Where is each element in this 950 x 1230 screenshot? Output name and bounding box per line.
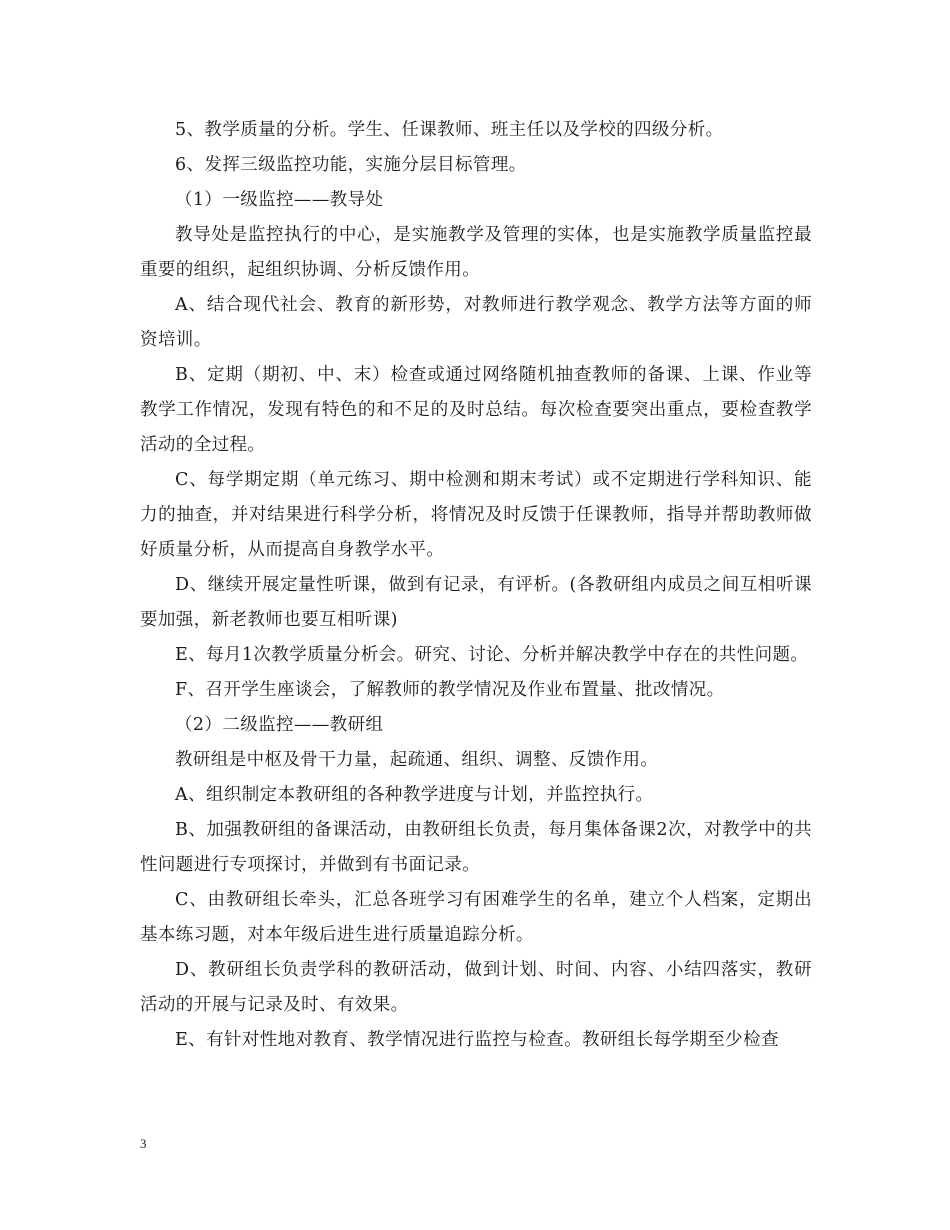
list-item-d-lesson-observation: D、继续开展定量性听课，做到有记录，有评析。(各教研组内成员之间互相听课要加强，新老教师也要互相听课) bbox=[140, 575, 812, 630]
paragraph-research-group-role: 教研组是中枢及骨干力量，起疏通、组织、调整、反馈作用。 bbox=[175, 750, 659, 770]
list-item-c-student-tracking: C、由教研组长牵头，汇总各班学习有困难学生的名单，建立个人档案，定期出基本练习题，对本年级后进生进行质量追踪分析。 bbox=[140, 890, 812, 945]
paragraph-three-level-monitoring: 6、发挥三级监控功能，实施分层目标管理。 bbox=[175, 155, 527, 175]
list-item-a-training: A、结合现代社会、教育的新形势，对教师进行教学观念、教学方法等方面的师资培训。 bbox=[140, 295, 812, 350]
heading-level-one-monitoring: （1）一级监控——教导处 bbox=[175, 190, 384, 210]
heading-level-two-monitoring: （2）二级监控——教研组 bbox=[175, 715, 384, 735]
list-item-e-monthly-meeting: E、每月1次教学质量分析会。研究、讨论、分析并解决教学中存在的共性问题。 bbox=[175, 645, 809, 665]
paragraph-teaching-office-role: 教导处是监控执行的中心，是实施教学及管理的实体，也是实施教学质量监控最重要的组织，起组织协调、分析反馈作用。 bbox=[140, 225, 812, 280]
list-item-b-lesson-prep: B、加强教研组的备课活动，由教研组长负责，每月集体备课2次，对教学中的共性问题进行专项探讨，并做到有书面记录。 bbox=[140, 820, 812, 875]
list-item-e-inspection: E、有针对性地对教育、教学情况进行监控与检查。教研组长每学期至少检查 bbox=[175, 1030, 779, 1050]
list-item-b-inspection: B、定期（期初、中、末）检查或通过网络随机抽查教师的备课、上课、作业等教学工作情况，发现有特色的和不足的及时总结。每次检查要突出重点，要检查教学活动的全过程。 bbox=[140, 365, 812, 455]
list-item-d-research-activities: D、教研组长负责学科的教研活动，做到计划、时间、内容、小结四落实，教研活动的开展与记录及时、有效果。 bbox=[140, 960, 812, 1015]
document-body bbox=[140, 113, 812, 1058]
page-number: 3 bbox=[140, 1136, 147, 1151]
list-item-a-planning: A、组织制定本教研组的各种教学进度与计划，并监控执行。 bbox=[175, 785, 654, 805]
list-item-c-assessment: C、每学期定期（单元练习、期中检测和期末考试）或不定期进行学科知识、能力的抽查，并对结果进行科学分析，将情况及时反馈于任课教师，指导并帮助教师做好质量分析，从而提高自身教学水平。 bbox=[140, 470, 812, 560]
list-item-f-student-forum: F、召开学生座谈会，了解教师的教学情况及作业布置量、批改情况。 bbox=[175, 680, 725, 700]
paragraph-quality-analysis: 5、教学质量的分析。学生、任课教师、班主任以及学校的四级分析。 bbox=[175, 120, 724, 140]
